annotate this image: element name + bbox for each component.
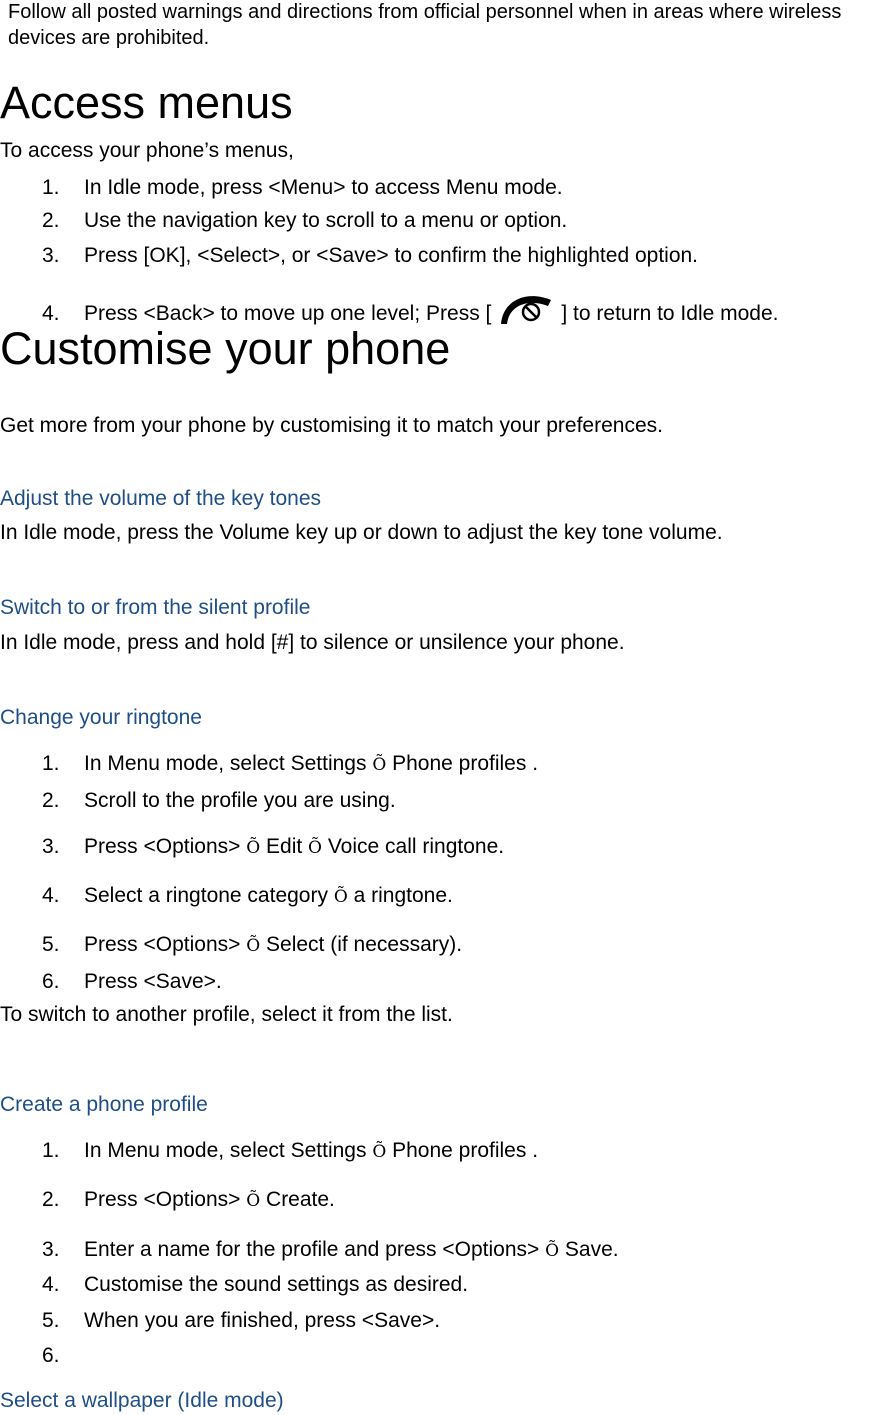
arrow-glyph: Õ bbox=[545, 1241, 560, 1261]
list-text: When you are finished, press <Save>. bbox=[84, 1309, 441, 1332]
access-menus-heading: Access menus bbox=[0, 77, 293, 128]
list-number: 5. bbox=[42, 1309, 60, 1332]
warning-text: Follow all posted warnings and directions from official personnel when in areas where wireless devices are prohibited. bbox=[8, 1, 842, 49]
arrow-glyph: Õ bbox=[308, 838, 322, 858]
list-number: 1. bbox=[42, 1139, 60, 1162]
access-intro: To access your phone’s menus, bbox=[0, 139, 294, 162]
arrow-glyph: Õ bbox=[372, 1142, 387, 1162]
list-number: 4. bbox=[42, 302, 60, 325]
silent-heading: Switch to or from the silent profile bbox=[0, 596, 311, 619]
customise-intro: Get more from your phone by customising it to match your preferences. bbox=[0, 414, 663, 437]
arrow-glyph: Õ bbox=[246, 936, 261, 956]
list-number: 1. bbox=[42, 176, 60, 199]
list-text: In Menu mode, select Settings Õ Phone profiles . bbox=[84, 1139, 539, 1162]
list-number: 4. bbox=[42, 884, 60, 907]
arrow-glyph: Õ bbox=[246, 838, 261, 858]
list-number: 6. bbox=[42, 1344, 60, 1367]
list-text: Press <Options> Õ Create. bbox=[84, 1188, 335, 1211]
arrow-glyph: Õ bbox=[246, 1191, 261, 1211]
ringtone-heading: Change your ringtone bbox=[0, 706, 202, 729]
list-number: 3. bbox=[42, 1238, 60, 1261]
end-call-key-icon bbox=[497, 290, 555, 330]
list-number: 3. bbox=[42, 244, 60, 267]
list-number: 2. bbox=[42, 789, 60, 812]
list-number: 1. bbox=[42, 752, 60, 775]
volume-heading: Adjust the volume of the key tones bbox=[0, 487, 322, 510]
ringtone-footer: To switch to another profile, select it from the list. bbox=[0, 1003, 453, 1026]
list-number: 4. bbox=[42, 1273, 60, 1296]
arrow-glyph: Õ bbox=[372, 755, 387, 775]
silent-text: In Idle mode, press and hold [#] to silence or unsilence your phone. bbox=[0, 631, 625, 654]
list-text: Press <Options> Õ Edit Õ Voice call ringtone. bbox=[84, 835, 505, 858]
list-text: Press <Save>. bbox=[84, 970, 222, 993]
list-text: Enter a name for the profile and press <Options> Õ Save. bbox=[84, 1238, 619, 1261]
customise-heading: Customise your phone bbox=[0, 323, 451, 374]
list-text: In Idle mode, press <Menu> to access Menu mode. bbox=[84, 176, 563, 199]
list-number: 6. bbox=[42, 970, 60, 993]
list-number: 5. bbox=[42, 933, 60, 956]
list-number: 2. bbox=[42, 209, 60, 232]
list-text: In Menu mode, select Settings Õ Phone profiles . bbox=[84, 752, 539, 775]
wallpaper-heading: Select a wallpaper (Idle mode) bbox=[0, 1389, 284, 1412]
list-text: Press <Options> Õ Select (if necessary). bbox=[84, 933, 463, 956]
list-text: Select a ringtone category Õ a ringtone. bbox=[84, 884, 453, 907]
volume-text: In Idle mode, press the Volume key up or down to adjust the key tone volume. bbox=[0, 521, 723, 544]
list-text: Customise the sound settings as desired. bbox=[84, 1273, 469, 1296]
list-text: Scroll to the profile you are using. bbox=[84, 789, 396, 812]
profile-heading: Create a phone profile bbox=[0, 1093, 208, 1116]
list-text: Press <Back> to move up one level; Press [ ] to return to Idle mode. bbox=[84, 301, 779, 327]
list-number: 3. bbox=[42, 835, 60, 858]
list-text: Press [OK], <Select>, or <Save> to confirm the highlighted option. bbox=[84, 244, 699, 267]
arrow-glyph: Õ bbox=[333, 887, 348, 907]
list-text: Use the navigation key to scroll to a menu or option. bbox=[84, 209, 568, 232]
list-number: 2. bbox=[42, 1188, 60, 1211]
